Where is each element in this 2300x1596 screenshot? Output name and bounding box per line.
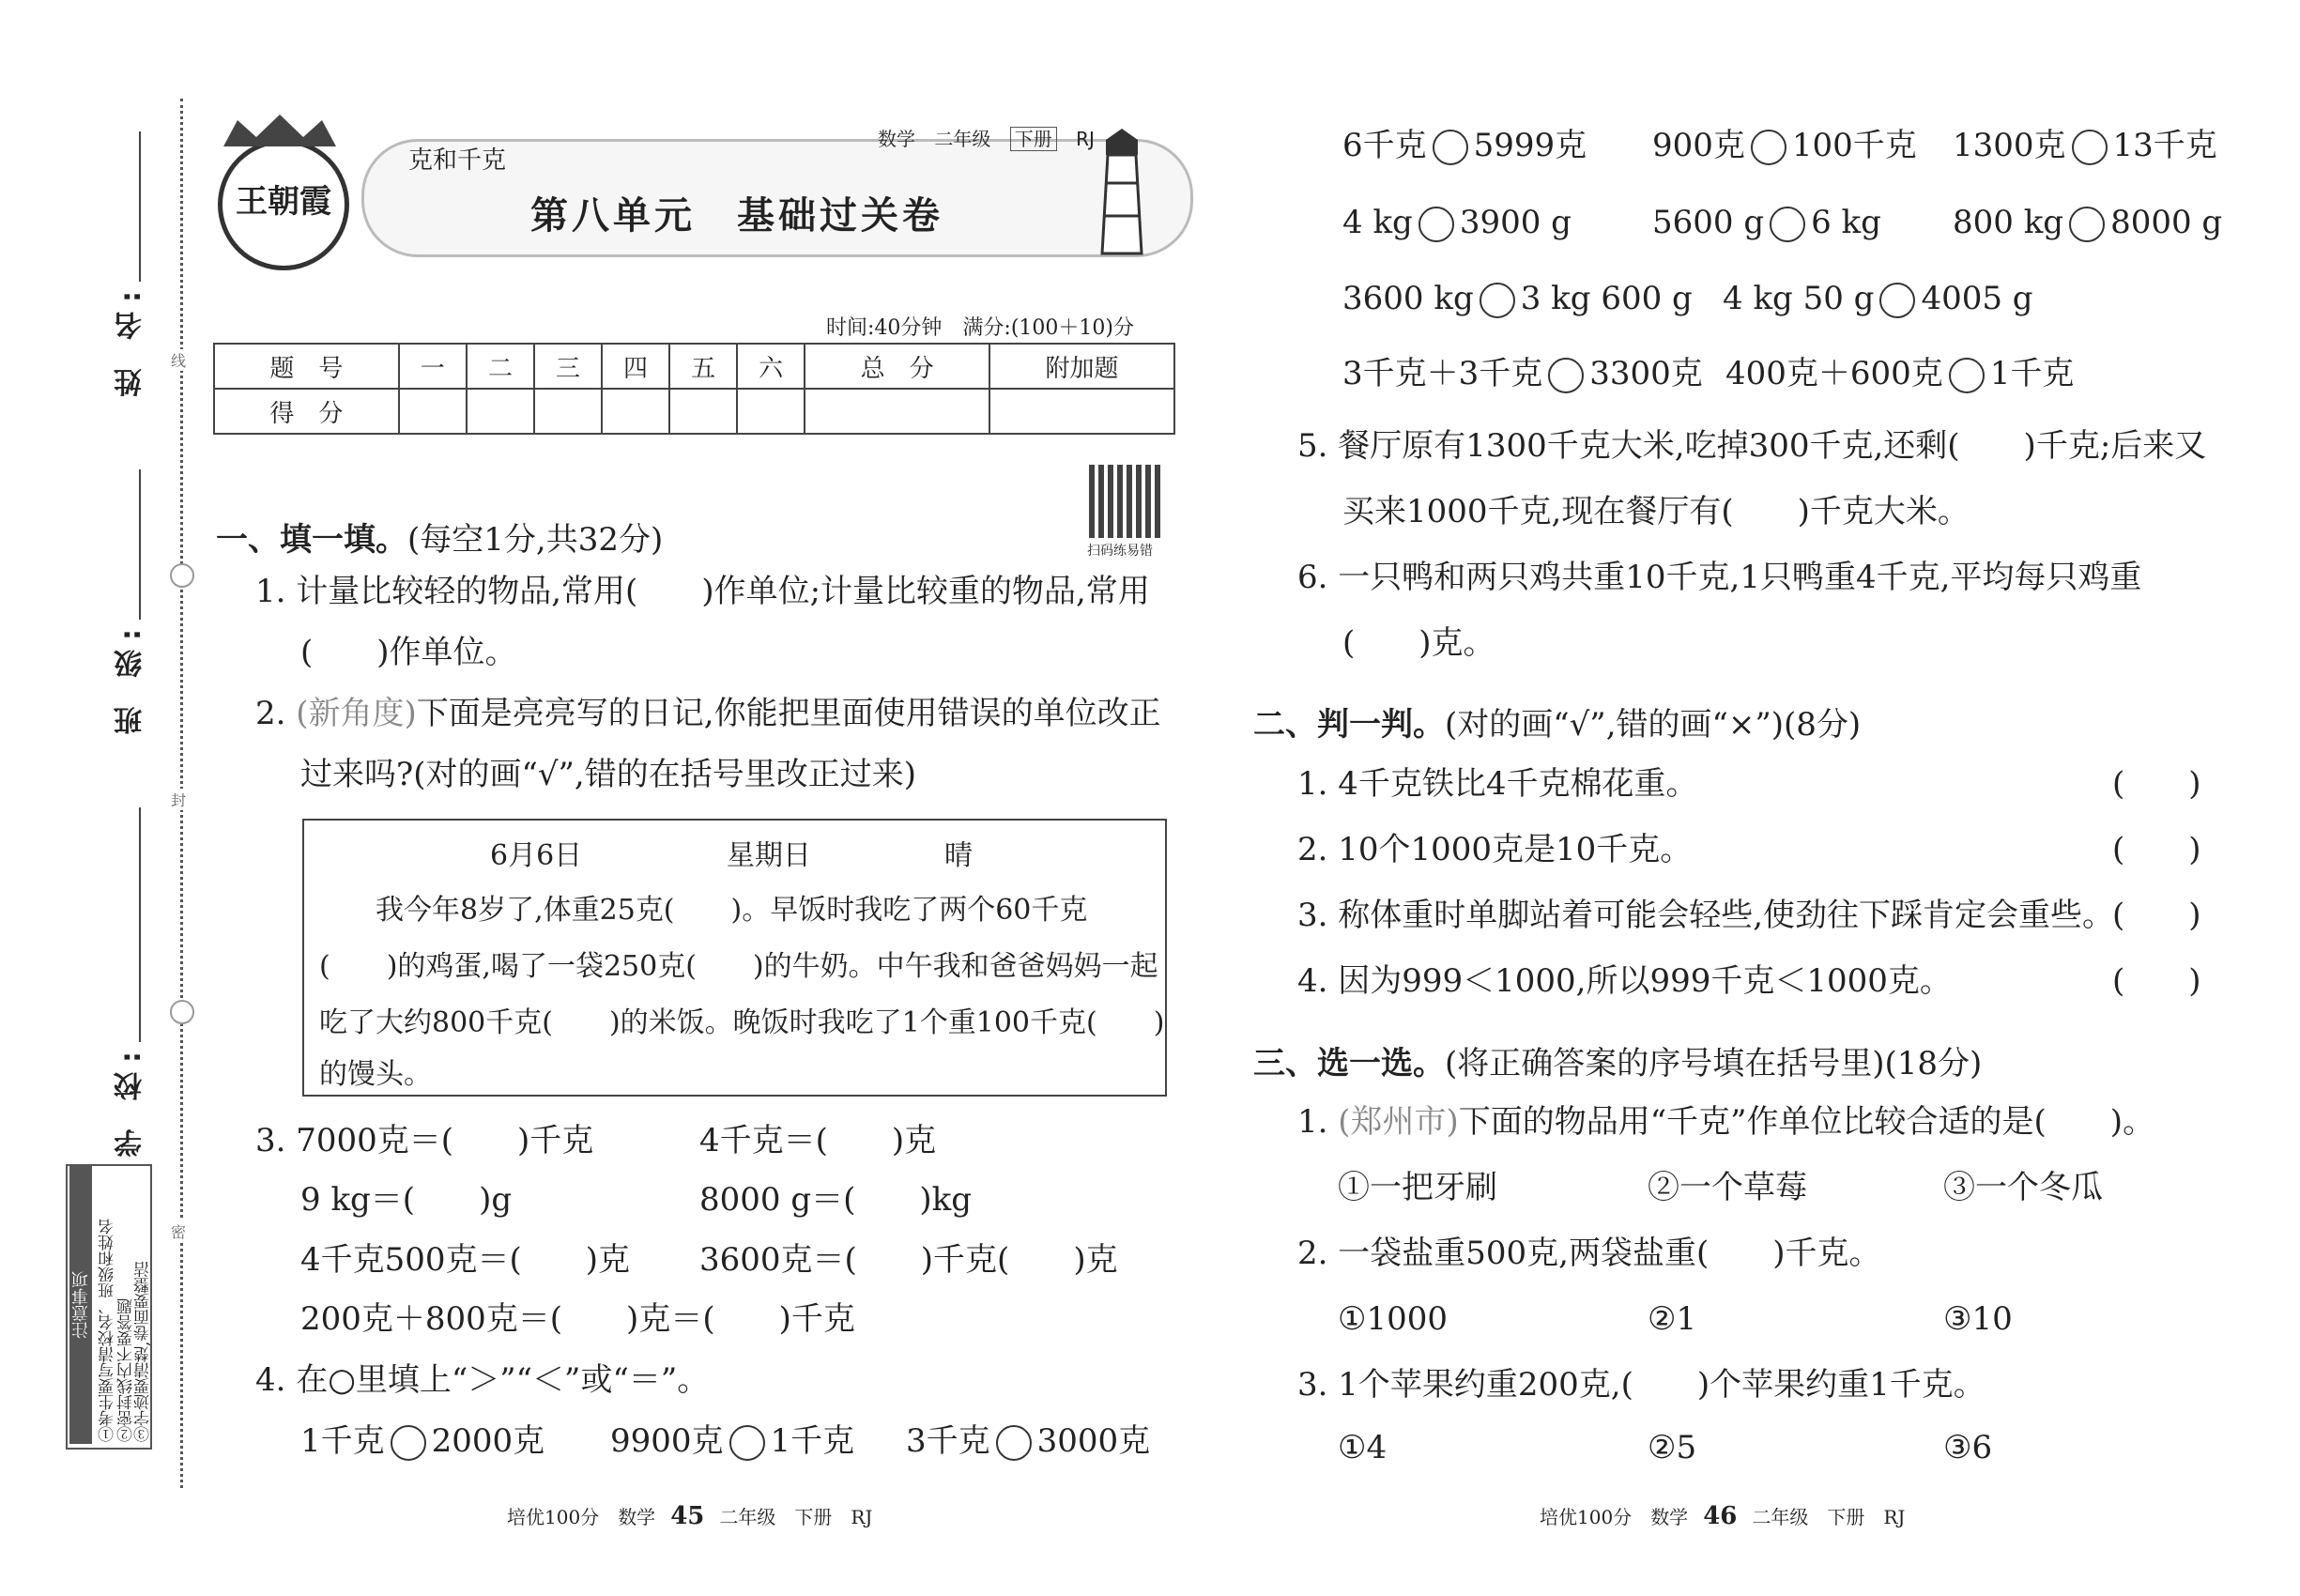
compare-item: 6千克 5999克 — [1342, 127, 1587, 164]
page-title: 第八单元 基础过关卷 — [530, 194, 943, 238]
score-header-cell: 题 号 — [214, 344, 399, 389]
compare-item: 400克＋600克 1千克 — [1725, 355, 2075, 392]
choice-q3: 3. 1个苹果约重200克,( )个苹果约重1千克。 — [1297, 1366, 1986, 1404]
q3-item: 3600克＝( )千克( )克 — [699, 1241, 1118, 1279]
brand-logo — [218, 139, 349, 270]
q1-line2: ( )作单位。 — [300, 634, 517, 671]
score-row-label: 得 分 — [214, 389, 399, 434]
judge-item: 3. 称体重时单脚站着可能会轻些,使劲往下踩肯定会重些。 — [1297, 897, 2115, 934]
diary-date: 6月6日 — [490, 839, 583, 872]
diary-line: 吃了大约800千克( )的米饭。晚饭时我吃了1个重100千克( ) — [319, 1006, 1165, 1039]
compare-circle[interactable] — [2069, 207, 2105, 242]
judge-blank[interactable]: ( ) — [2112, 897, 2201, 934]
brand-name: 王朝霞 — [236, 183, 331, 221]
choice-option[interactable]: ①1000 — [1338, 1300, 1449, 1338]
q3-item: 8000 g＝( )kg — [699, 1181, 972, 1219]
diary-line: 的馒头。 — [319, 1058, 432, 1091]
seal-char-line: 线 — [171, 349, 186, 371]
q3-item: 200克＋800克＝( )克＝( )千克 — [300, 1300, 855, 1338]
binding-hole-icon — [170, 1000, 194, 1024]
score-cell[interactable] — [534, 389, 602, 434]
compare-item: 4 kg 50 g 4005 g — [1723, 280, 2033, 317]
compare-item: 1300克 13千克 — [1953, 127, 2217, 164]
choice-option[interactable]: ②5 — [1648, 1429, 1697, 1466]
choice-option[interactable]: ②一个草莓 — [1648, 1169, 1807, 1206]
score-table-row — [214, 389, 1174, 434]
score-header-cell: 一 — [399, 344, 467, 389]
judge-blank[interactable]: ( ) — [2112, 962, 2201, 1000]
choice-option[interactable]: ①一把牙刷 — [1338, 1169, 1497, 1206]
class-line — [139, 469, 141, 620]
score-header-cell: 二 — [467, 344, 534, 389]
compare-item: 9900克 1千克 — [610, 1422, 855, 1460]
notes-box — [66, 1164, 152, 1450]
q6-line1: 6. 一只鸭和两只鸡共重10千克,1只鸭重4千克,平均每只鸡重 — [1297, 559, 2142, 596]
choice-option[interactable]: ③一个冬瓜 — [1943, 1169, 2103, 1206]
score-cell[interactable] — [602, 389, 669, 434]
notes-item: ③字迹要清楚,卷面要整洁 — [134, 1261, 153, 1442]
diary-line: ( )的鸡蛋,喝了一袋250克( )的牛奶。中午我和爸爸妈妈一起 — [319, 950, 1158, 983]
score-cell[interactable] — [805, 389, 989, 434]
q6-line2: ( )克。 — [1342, 624, 1495, 662]
diary-weather: 晴 — [944, 839, 973, 872]
name-label: 姓 名: — [115, 282, 147, 397]
judge-item: 2. 10个1000克是10千克。 — [1297, 831, 1693, 868]
seal-char-seal: 封 — [171, 789, 186, 810]
choice-option[interactable]: ③6 — [1943, 1429, 1993, 1466]
book-meta — [878, 124, 1108, 151]
compare-circle[interactable] — [1433, 130, 1468, 165]
footer-left: 培优100分 数学 45 二年级 下册 RJ — [507, 1502, 873, 1530]
class-label: 班 级: — [115, 620, 147, 735]
page-number: 45 — [670, 1502, 705, 1530]
notes-item: ②密封线内不要答题 — [117, 1298, 136, 1442]
q2-line2: 过来吗?(对的画“√”,错的在括号里改正过来) — [300, 756, 916, 793]
q5-line2: 买来1000千克,现在餐厅有( )千克大米。 — [1342, 493, 1970, 530]
compare-circle[interactable] — [1751, 130, 1786, 165]
compare-item: 3600 kg 3 kg 600 g — [1342, 280, 1693, 317]
compare-item: 3千克 3000克 — [906, 1422, 1151, 1460]
q3-item: 9 kg＝( )g — [300, 1181, 513, 1219]
meta-term: 下册 — [1010, 127, 1057, 151]
compare-circle[interactable] — [1548, 358, 1584, 393]
meta-edition: RJ — [1076, 128, 1095, 150]
meta-grade: 二年级 — [934, 128, 991, 150]
q4-title: 4. 在○里填上“＞”“＜”或“＝”。 — [255, 1361, 710, 1399]
q2-line1: 2. (新角度)下面是亮亮写的日记,你能把里面使用错误的单位改正 — [255, 695, 1161, 732]
section1-title: 一、填一填。(每空1分,共32分) — [216, 521, 664, 559]
score-cell[interactable] — [737, 389, 805, 434]
compare-circle[interactable] — [1949, 358, 1985, 393]
judge-item: 1. 4千克铁比4千克棉花重。 — [1297, 765, 1698, 803]
compare-item: 5600 g 6 kg — [1652, 204, 1881, 241]
score-table — [213, 343, 1175, 435]
name-line — [139, 131, 141, 282]
choice-q1: 1. (郑州市)下面的物品用“千克”作单位比较合适的是( )。 — [1297, 1103, 2155, 1141]
q1-line1: 1. 计量比较轻的物品,常用( )作单位;计量比较重的物品,常用 — [255, 573, 1150, 610]
q3-item: 4千克500克＝( )克 — [300, 1241, 631, 1279]
time-score: 时间:40分钟 满分:(100＋10)分 — [826, 316, 1134, 340]
seal-char-secret: 密 — [171, 1220, 186, 1242]
diary-line: 我今年8岁了,体重25克( )。早饭时我吃了两个60千克 — [319, 894, 1088, 927]
diary-box — [302, 819, 1167, 1097]
choice-q2: 2. 一袋盐重500克,两袋盐重( )千克。 — [1297, 1235, 1881, 1272]
compare-item: 900克 100千克 — [1652, 127, 1917, 164]
judge-item: 4. 因为999＜1000,所以999千克＜1000克。 — [1297, 962, 1952, 1000]
choice-option[interactable]: ①4 — [1338, 1429, 1388, 1466]
score-header-cell: 四 — [602, 344, 669, 389]
compare-item: 1千克 2000克 — [300, 1422, 545, 1460]
unit-topic: 克和千克 — [408, 146, 507, 175]
school-line — [139, 807, 141, 1042]
compare-circle[interactable] — [391, 1425, 426, 1461]
q3-item: 3. 7000克＝( )千克 — [255, 1122, 594, 1159]
score-header-cell: 六 — [737, 344, 805, 389]
q2-tag: (新角度) — [296, 695, 417, 732]
compare-circle[interactable] — [996, 1425, 1032, 1461]
compare-item: 4 kg 3900 g — [1342, 204, 1572, 241]
score-header-cell: 总 分 — [805, 344, 989, 389]
footer-right: 培优100分 数学 46 二年级 下册 RJ — [1540, 1502, 1906, 1530]
compare-circle[interactable] — [1480, 283, 1515, 318]
section2-title: 二、判一判。(对的画“√”,错的画“×”)(8分) — [1253, 706, 1862, 744]
q1-tag: (郑州市) — [1338, 1103, 1459, 1141]
choice-option[interactable]: ②1 — [1648, 1300, 1697, 1338]
compare-circle[interactable] — [1770, 207, 1805, 242]
compare-circle[interactable] — [1879, 283, 1915, 318]
school-label: 学 校: — [115, 1042, 147, 1158]
judge-blank[interactable]: ( ) — [2112, 831, 2201, 868]
score-header-cell: 三 — [534, 344, 602, 389]
judge-blank[interactable]: ( ) — [2112, 765, 2201, 803]
meta-subject: 数学 — [878, 128, 915, 150]
page-number: 46 — [1703, 1502, 1738, 1530]
q5-line1: 5. 餐厅原有1300千克大米,吃掉300千克,还剩( )千克;后来又 — [1297, 427, 2207, 465]
qr-caption: 扫码练易错 — [1087, 544, 1153, 559]
score-cell[interactable] — [989, 389, 1174, 434]
score-table-header — [214, 344, 1174, 389]
notes-item: ①考生要写清校名、班级和姓名 — [99, 1219, 117, 1442]
score-cell[interactable] — [399, 389, 467, 434]
compare-item: 3千克＋3千克 3300克 — [1342, 355, 1703, 392]
compare-circle[interactable] — [2072, 130, 2108, 165]
crown-icon — [214, 111, 345, 148]
notes-title: 注意事项 — [69, 1166, 92, 1444]
compare-item: 800 kg 8000 g — [1953, 204, 2223, 241]
lighthouse-icon — [1080, 127, 1164, 258]
q3-item: 4千克＝( )克 — [699, 1122, 937, 1159]
compare-circle[interactable] — [729, 1425, 765, 1461]
qr-code-icon[interactable] — [1089, 465, 1162, 538]
score-cell[interactable] — [467, 389, 534, 434]
score-cell[interactable] — [669, 389, 737, 434]
section3-title: 三、选一选。(将正确答案的序号填在括号里)(18分) — [1253, 1045, 1983, 1082]
binding-hole-icon — [170, 563, 194, 588]
score-header-cell: 附加题 — [989, 344, 1174, 389]
compare-circle[interactable] — [1418, 207, 1454, 242]
diary-weekday: 星期日 — [727, 839, 811, 872]
choice-option[interactable]: ③10 — [1943, 1300, 2013, 1338]
score-header-cell: 五 — [669, 344, 737, 389]
